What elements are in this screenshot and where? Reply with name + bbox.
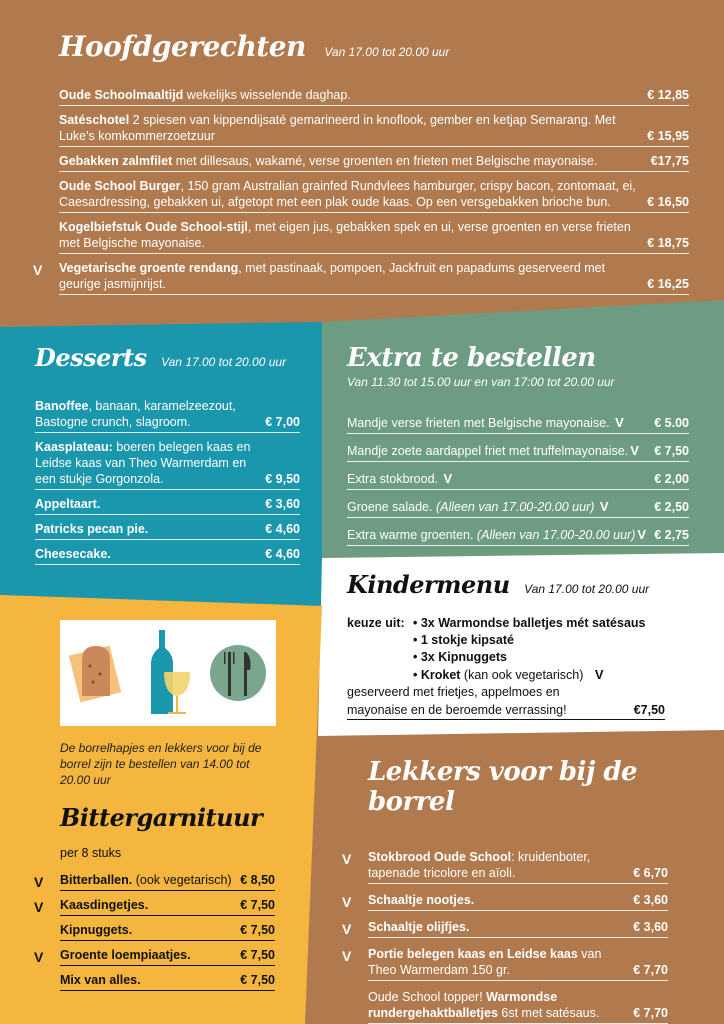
kids-menu-title: Kindermenu bbox=[347, 570, 510, 599]
borrel-snacks-section bbox=[342, 757, 668, 1024]
menu-item: Satéschotel 2 spiesen van kippendijsaté gemarineerd in knoflook, gember en ketjap Semarang. Met Luke's komkommerzoetzuur € 15,95 bbox=[59, 110, 689, 147]
kids-option: • Kroket (kan ook vegetarisch) V bbox=[413, 667, 604, 682]
vegetarian-icon: V bbox=[34, 899, 44, 915]
desserts-time: Van 17.00 tot 20.00 uur bbox=[161, 355, 287, 369]
menu-item: V Stokbrood Oude School: kruidenboter, tapenade tricolore en aïoli. € 6,70 bbox=[368, 847, 668, 884]
item-price: € 6,70 bbox=[633, 866, 668, 880]
bittergarnituur-title: Bittergarnituur bbox=[60, 803, 263, 832]
menu-item: Oude Schoolmaaltijd wekelijks wisselende daghap. € 12,85 bbox=[59, 85, 689, 106]
menu-item: Extra warme groenten. (Alleen van 17.00-20.00 uur) V € 2,75 bbox=[347, 525, 689, 546]
item-price: € 8,50 bbox=[240, 873, 275, 887]
extras-section bbox=[347, 343, 689, 553]
item-price: € 3,60 bbox=[633, 920, 668, 934]
menu-item: Cheesecake. € 4,60 bbox=[35, 544, 300, 565]
vegetarian-icon: V bbox=[34, 949, 44, 965]
menu-item: V Groente loempiaatjes. € 7,50 bbox=[60, 945, 275, 966]
menu-item: V Schaaltje nootjes. € 3,60 bbox=[368, 890, 668, 911]
item-price: € 9,50 bbox=[265, 472, 300, 486]
vegetarian-icon: V bbox=[630, 443, 639, 458]
main-courses-list bbox=[33, 85, 689, 295]
extras-title: Extra te bestellen bbox=[347, 343, 596, 373]
item-price: € 5.00 bbox=[654, 416, 689, 430]
item-price: € 7,70 bbox=[633, 963, 668, 977]
vegetarian-icon: V bbox=[637, 527, 647, 542]
extras-list bbox=[347, 413, 689, 546]
menu-item: V Schaaltje olijfjes. € 3,60 bbox=[368, 917, 668, 938]
item-price: € 7,50 bbox=[240, 923, 275, 937]
vegetarian-icon: V bbox=[342, 851, 352, 867]
extras-time: Van 11.30 tot 15.00 uur en van 17:00 tot 20.00 uur bbox=[347, 375, 615, 389]
main-courses-title: Hoofdgerechten bbox=[59, 30, 306, 63]
menu-item: Mandje verse frieten met Belgische mayonaise. V € 5.00 bbox=[347, 413, 689, 434]
menu-item: Patricks pecan pie. € 4,60 bbox=[35, 519, 300, 540]
vegetarian-icon: V bbox=[342, 948, 352, 964]
item-price: € 18,75 bbox=[647, 236, 689, 250]
item-price: € 16,25 bbox=[647, 277, 689, 291]
item-price: € 2,50 bbox=[654, 500, 689, 514]
item-price: € 15,95 bbox=[647, 129, 689, 143]
main-courses-section bbox=[33, 30, 689, 299]
item-price: € 2,75 bbox=[654, 528, 689, 542]
item-price: € 16,50 bbox=[647, 195, 689, 209]
bread-icon bbox=[69, 646, 121, 703]
menu-item: Kipnuggets. € 7,50 bbox=[60, 920, 275, 941]
bittergarnituur-section bbox=[34, 803, 275, 995]
desserts-list bbox=[35, 396, 300, 565]
kids-served-text: geserveerd met frietjes, appelmoes en bbox=[347, 685, 560, 699]
vegetarian-icon: V bbox=[34, 874, 44, 890]
main-courses-time: Van 17.00 tot 20.00 uur bbox=[324, 45, 450, 59]
kids-option: • 1 stokje kipsaté bbox=[413, 633, 514, 647]
menu-item: Oude School Burger, 150 gram Australian grainfed Rundvlees hamburger, crispy bacon, zontomaat, ei, Caesardressing, gebakken ui, afgetopt met een plak oude kaas. Op een versgebakken brioche bun. € 16,50 bbox=[59, 176, 689, 213]
vegetarian-icon: V bbox=[342, 894, 352, 910]
menu-item: Mix van alles. € 7,50 bbox=[60, 970, 275, 991]
menu-item: V Kaasdingetjes. € 7,50 bbox=[60, 895, 275, 916]
item-price: € 4,60 bbox=[265, 547, 300, 561]
kids-menu-section bbox=[347, 570, 665, 720]
per-pieces: per 8 stuks bbox=[60, 846, 122, 860]
menu-item: Kaasplateau: boeren belegen kaas en Leidse kaas van Theo Warmerdam en een stukje Gorgonzola. € 9,50 bbox=[35, 437, 300, 490]
item-price: € 12,85 bbox=[647, 88, 689, 102]
item-price: € 7,50 bbox=[240, 948, 275, 962]
illustration bbox=[60, 620, 276, 726]
item-price: € 7,50 bbox=[240, 973, 275, 987]
item-price: € 7,50 bbox=[654, 444, 689, 458]
item-price: € 7,50 bbox=[240, 898, 275, 912]
menu-item: Oude School topper! Warmondse rundergehaktballetjes 6st met satésaus. € 7,70 bbox=[368, 987, 668, 1024]
menu-item: V Bitterballen. (ook vegetarisch) € 8,50 bbox=[60, 870, 275, 891]
vegetarian-icon: V bbox=[599, 499, 609, 514]
menu-item: Kogelbiefstuk Oude School-stijl, met eigen jus, gebakken spek en ui, verse groenten en verse frieten met Belgische mayonaise. € 18,75 bbox=[59, 217, 689, 254]
kids-menu-time: Van 17.00 tot 20.00 uur bbox=[524, 582, 650, 596]
kids-menu-options bbox=[347, 615, 665, 720]
item-price: €17,75 bbox=[650, 154, 689, 168]
borrel-snacks-list bbox=[342, 847, 668, 1024]
kids-option: • 3x Kipnuggets bbox=[413, 650, 507, 664]
kids-menu-price: €7,50 bbox=[633, 703, 665, 717]
vegetarian-icon: V bbox=[33, 262, 43, 278]
menu-item: Gebakken zalmfilet met dillesaus, wakamé, verse groenten en frieten met Belgische mayonaise. €17,75 bbox=[59, 151, 689, 172]
menu-item: V Portie belegen kaas en Leidse kaas van Theo Warmerdam 150 gr. € 7,70 bbox=[368, 944, 668, 981]
desserts-section bbox=[35, 343, 300, 569]
borrel-snacks-title: Lekkers voor bij de borrel bbox=[368, 757, 638, 817]
item-price: € 7,70 bbox=[633, 1006, 668, 1020]
menu-item: Groene salade. (Alleen van 17.00-20.00 uur) V € 2,50 bbox=[347, 497, 689, 518]
menu-item: Appeltaart. € 3,60 bbox=[35, 494, 300, 515]
item-price: € 3,60 bbox=[265, 497, 300, 511]
borrel-note: De borrelhapjes en lekkers voor bij de borrel zijn te bestellen van 14.00 tot 20.00 uur bbox=[60, 741, 262, 787]
vegetarian-icon: V bbox=[443, 471, 453, 486]
item-price: € 7,00 bbox=[265, 415, 300, 429]
vegetarian-icon: V bbox=[342, 921, 352, 937]
vegetarian-icon: V bbox=[615, 415, 624, 430]
kids-served-text-2: mayonaise en de beroemde verrassing! bbox=[347, 703, 567, 717]
item-price: € 2,00 bbox=[654, 472, 689, 486]
menu-item: V Vegetarische groente rendang, met pastinaak, pompoen, Jackfruit en papadums geserveerd met geurige jasmijnrijst. € 16,25 bbox=[59, 258, 689, 295]
desserts-title: Desserts bbox=[35, 343, 147, 372]
vegetarian-icon: V bbox=[594, 667, 604, 682]
choice-label: keuze uit: bbox=[347, 616, 405, 630]
item-price: € 3,60 bbox=[633, 893, 668, 907]
menu-item: Mandje zoete aardappel friet met truffelmayonaise. V € 7,50 bbox=[347, 441, 689, 462]
menu-item: Extra stokbrood. V € 2,00 bbox=[347, 469, 689, 490]
kids-option: • 3x Warmondse balletjes mét satésaus bbox=[413, 616, 646, 630]
menu-item: Banoffee, banaan, karamelzeezout, Bastogne crunch, slagroom. € 7,00 bbox=[35, 396, 300, 433]
plate-cutlery-icon bbox=[210, 645, 266, 701]
item-price: € 4,60 bbox=[265, 522, 300, 536]
